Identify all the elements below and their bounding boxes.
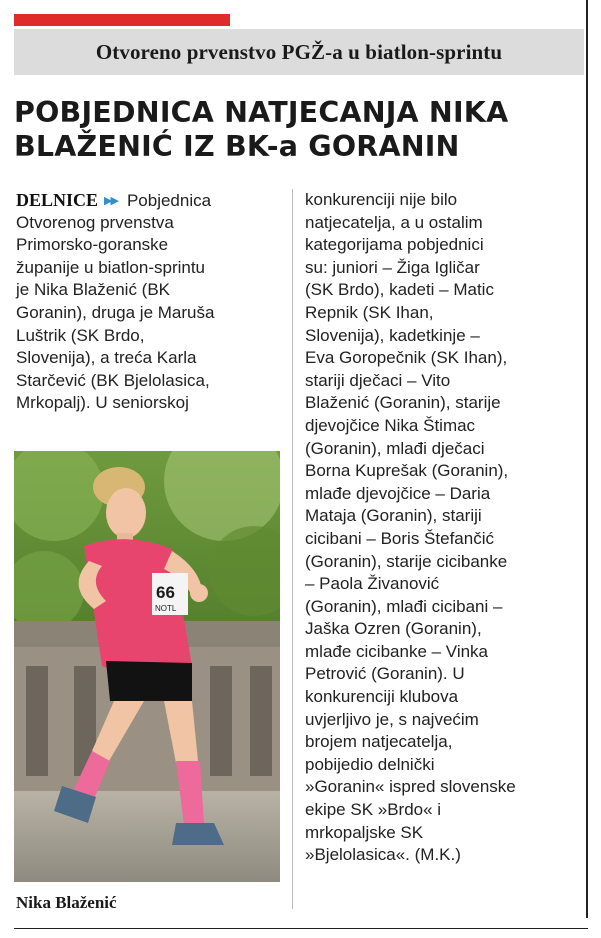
column-line: – Paola Živanović (305, 574, 440, 594)
column-line: mlađe djevojčice – Daria (305, 483, 491, 503)
column-line: pobijedio delnički (305, 754, 435, 774)
column-line: natjecatelja, a u ostalim (305, 212, 483, 232)
photo-caption: Nika Blaženić (16, 893, 117, 912)
page-rule-right (586, 0, 588, 918)
column-line: Slovenija), kadetkinje – (305, 325, 480, 345)
column-line: Mrkopalj). U seniorskoj (16, 393, 189, 413)
column-line: je Nika Blaženić (BK (16, 280, 171, 300)
column-line: »Goranin« ispred slovenske (305, 777, 516, 797)
column-line: Starčević (BK Bjelolasica, (16, 370, 210, 390)
column-line: Goranin), druga je Maruša (16, 302, 215, 322)
column-line: konkurenciji nije bilo (305, 190, 458, 209)
column-line: (Goranin), starije cicibanke (305, 551, 508, 571)
column-line: kategorijama pobjednici (305, 235, 484, 255)
column-line: uvjerljivo je, s najvećim (305, 709, 479, 729)
column-line: Mataja (Goranin), stariji (305, 506, 482, 526)
column-divider (292, 189, 293, 909)
page-rule-bottom (14, 928, 588, 929)
column-line: stariji dječaci – Vito (305, 370, 451, 390)
column-line: ekipe SK »Brdo« i (305, 800, 442, 820)
column-line: Otvorenog prvenstva (16, 212, 174, 232)
column-line-text: Pobjednica (126, 191, 212, 210)
column-line: Petrović (Goranin). U (305, 664, 465, 684)
article-column-left (16, 189, 284, 415)
article-headline (14, 96, 584, 164)
column-line: Repnik (SK Ihan, (305, 302, 434, 322)
column-line: djevojčice Nika Štimac (305, 415, 476, 435)
kicker-banner (14, 29, 584, 75)
headline-line-1: POBJEDNICA NATJECANJA NIKA (14, 96, 509, 129)
column-line: Luštrik (SK Brdo, (16, 325, 145, 345)
column-line: brojem natjecatelja, (305, 732, 453, 752)
column-line: (Goranin), mlađi dječaci (305, 438, 485, 458)
column-line: »Bjelolasica«. (M.K.) (305, 845, 461, 865)
article-photo (14, 451, 280, 882)
column-line: cicibani – Boris Štefančić (305, 528, 494, 548)
bib-text: NOTL (155, 604, 177, 613)
column-line: županije u biatlon-sprintu (16, 257, 206, 277)
dateline: DELNICE (16, 190, 99, 210)
column-line: mrkopaljske SK (305, 822, 424, 842)
article-column-right (305, 189, 585, 867)
column-line: Borna Kuprešak (Goranin), (305, 461, 509, 481)
column-line: Primorsko-goranske (16, 235, 169, 255)
column-line: (SK Brdo), kadeti – Matic (305, 280, 494, 300)
column-line: Jaška Ozren (Goranin), (305, 619, 482, 639)
headline-line-2: BLAŽENIĆ IZ BK-a GORANIN (14, 130, 460, 163)
kicker-text: Otvoreno prvenstvo PGŽ-a u biatlon-sprintu (95, 39, 503, 64)
column-line: (Goranin), mlađi cicibani – (305, 596, 503, 616)
column-line: Eva Goropečnik (SK Ihan), (305, 348, 508, 368)
column-line: su: juniori – Žiga Igličar (305, 257, 480, 277)
runner-photo-illustration (14, 451, 280, 882)
bib-number: 66 (156, 583, 175, 602)
column-line: Slovenija), a treća Karla (16, 348, 197, 368)
section-accent-bar (14, 14, 230, 26)
column-line (16, 189, 284, 212)
column-line: mlađe cicibanke – Vinka (305, 641, 489, 661)
column-line: konkurenciji klubova (305, 687, 459, 707)
double-chevron-right-icon: ▶▶ (104, 195, 117, 207)
column-line: Blaženić (Goranin), starije (305, 393, 501, 413)
